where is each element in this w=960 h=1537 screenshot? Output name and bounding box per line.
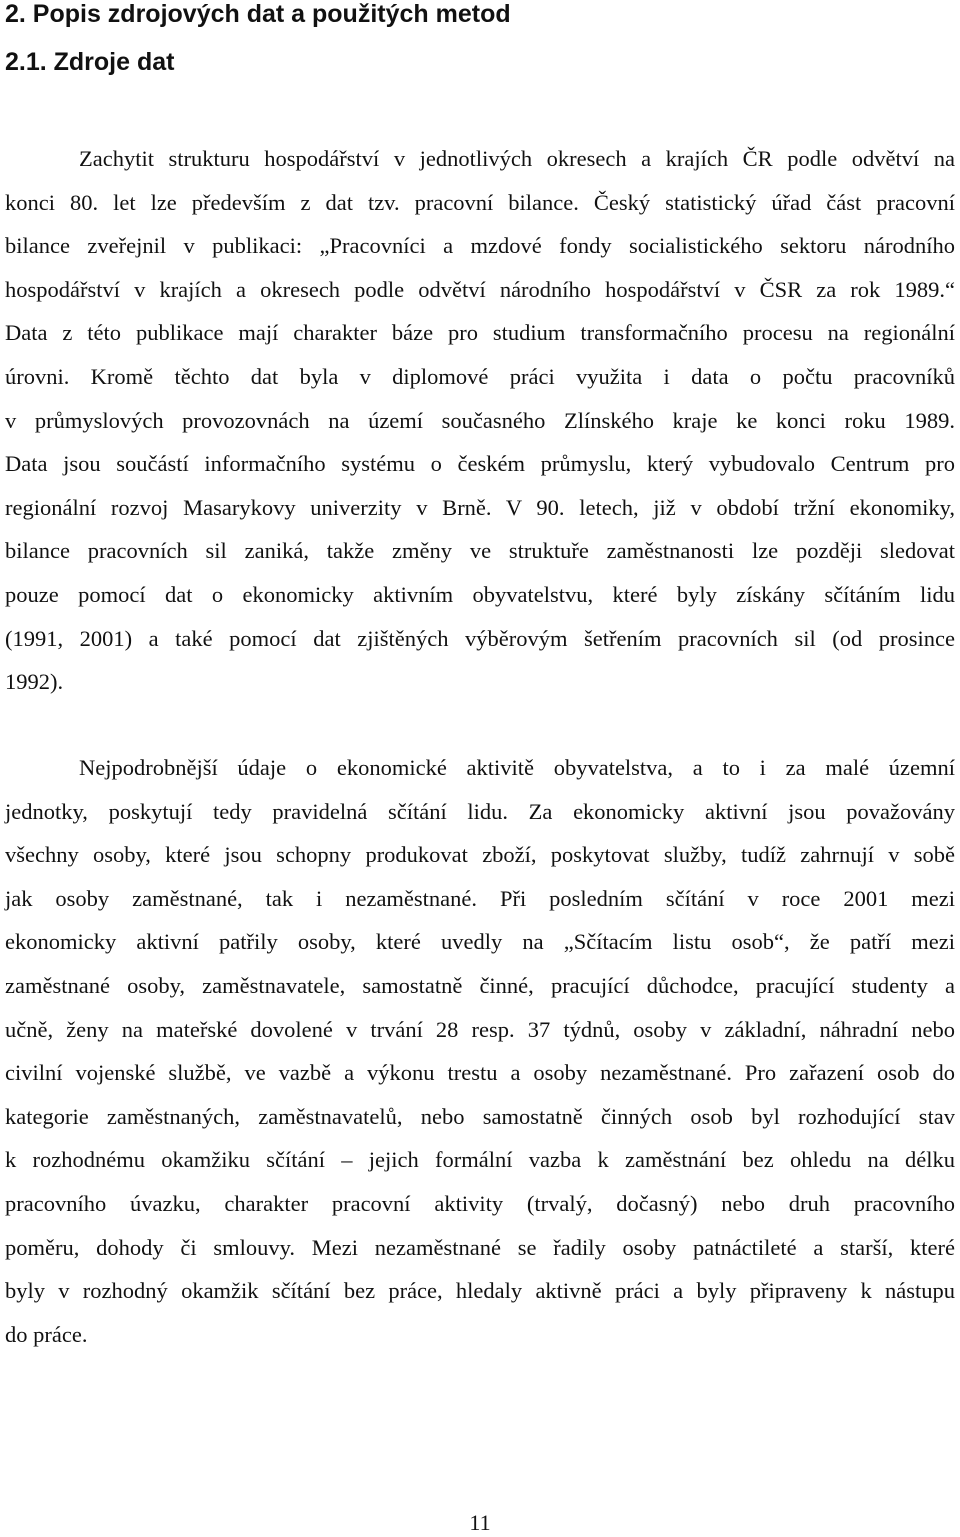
paragraph-1 — [5, 137, 955, 704]
paragraph-line: civilní vojenské službě, ve vazbě a výkonu trestu a osoby nezaměstnané. Pro zařazení osob do — [5, 1060, 955, 1086]
paragraph-line: do práce. — [5, 1321, 88, 1347]
paragraph-line: učně, ženy na mateřské dovolené v trvání 28 resp. 37 týdnů, osoby v základní, náhradní nebo — [5, 1016, 955, 1042]
paragraph-line: poměru, dohody či smlouvy. Mezi nezaměstnané se řadily osoby patnáctileté a starší, které — [5, 1234, 955, 1260]
section-heading: 2. Popis zdrojových dat a použitých metod — [5, 0, 511, 28]
paragraph-line: pracovního úvazku, charakter pracovní aktivity (trvalý, dočasný) nebo druh pracovního — [5, 1190, 955, 1216]
paragraph-line: (1991, 2001) a také pomocí dat zjištěných výběrovým šetřením pracovních sil (od prosince — [5, 625, 955, 651]
subsection-heading: 2.1. Zdroje dat — [5, 48, 175, 76]
paragraph-line: v průmyslových provozovnách na území současného Zlínského kraje ke konci roku 1989. — [5, 407, 955, 433]
paragraph-2 — [5, 746, 955, 1356]
paragraph-line: kategorie zaměstnaných, zaměstnavatelů, nebo samostatně činných osob byl rozhodující stav — [5, 1103, 955, 1129]
paragraph-line: k rozhodnému okamžiku sčítání – jejich formální vazba k zaměstnání bez ohledu na délku — [5, 1147, 955, 1173]
paragraph-line: Nejpodrobnější údaje o ekonomické aktivitě obyvatelstva, a to i za malé územní — [79, 755, 955, 780]
paragraph-line: všechny osoby, které jsou schopny produkovat zboží, poskytovat služby, tudíž zahrnují v sobě — [5, 842, 955, 868]
paragraph-line: Data jsou součástí informačního systému o českém průmyslu, který vybudovalo Centrum pro — [5, 451, 955, 477]
paragraph-line: Data z této publikace mají charakter báze pro studium transformačního procesu na regionální — [5, 320, 955, 346]
paragraph-line: byly v rozhodný okamžik sčítání bez práce, hledaly aktivně práci a byly připraveny k nástupu — [5, 1278, 955, 1304]
paragraph-line: jednotky, poskytují tedy pravidelná sčítání lidu. Za ekonomicky aktivní jsou považovány — [5, 798, 955, 824]
paragraph-line: Zachytit strukturu hospodářství v jednotlivých okresech a krajích ČR podle odvětví na — [79, 146, 955, 171]
paragraph-line: zaměstnané osoby, zaměstnavatele, samostatně činné, pracující důchodce, pracující studenty a — [5, 972, 955, 998]
paragraph-line: bilance pracovních sil zaniká, takže změny ve struktuře zaměstnanosti lze později sledovat — [5, 538, 955, 564]
page-number: 11 — [469, 1510, 491, 1535]
paragraph-line: konci 80. let lze především z dat tzv. pracovní bilance. Český statistický úřad část pracovní — [5, 189, 955, 215]
paragraph-line: 1992). — [5, 669, 64, 695]
paragraph-line: bilance zveřejnil v publikaci: „Pracovníci a mzdové fondy socialistického sektoru národního — [5, 233, 955, 259]
paragraph-line: ekonomicky aktivní patřily osoby, které uvedly na „Sčítacím listu osob“, že patří mezi — [5, 929, 955, 955]
paragraph-line: úrovni. Kromě těchto dat byla v diplomové práci využita i data o počtu pracovníků — [5, 363, 955, 389]
paragraph-line: hospodářství v krajích a okresech podle odvětví národního hospodářství v ČSR za rok 1989.“ — [5, 276, 955, 302]
paragraph-line: regionální rozvoj Masarykovy univerzity v Brně. V 90. letech, již v období tržní ekonomiky, — [5, 494, 955, 520]
paragraph-line: pouze pomocí dat o ekonomicky aktivním obyvatelstvu, které byly získány sčítáním lidu — [5, 581, 955, 607]
paragraph-line: jak osoby zaměstnané, tak i nezaměstnané. Při posledním sčítání v roce 2001 mezi — [5, 885, 955, 911]
